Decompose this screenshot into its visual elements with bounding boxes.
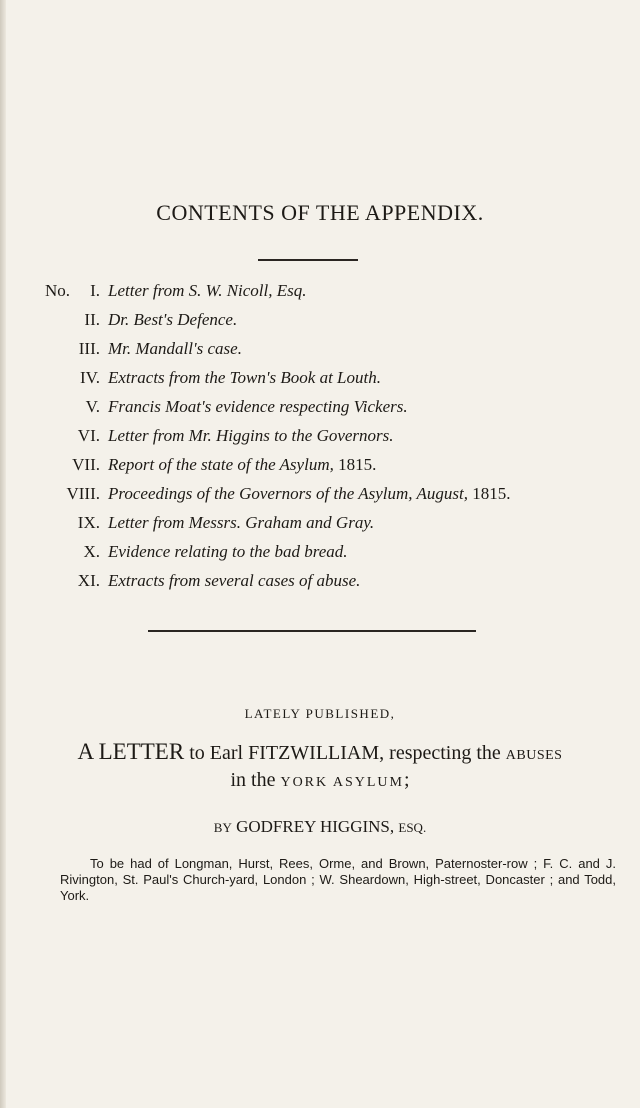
toc-entry	[0, 280, 640, 302]
advert-title	[0, 740, 640, 795]
toc-number: VII.	[72, 455, 100, 474]
advert-title-e: ABUSES	[505, 748, 563, 763]
toc-year: 1815.	[467, 484, 511, 503]
advert-title-line-2	[0, 768, 640, 795]
toc-title: Francis Moat's evidence respecting Vickers.	[108, 397, 408, 416]
toc-number: VI.	[77, 426, 100, 445]
toc-number: VIII.	[66, 484, 100, 503]
toc-entry	[0, 396, 640, 418]
toc-title	[108, 454, 376, 476]
toc-entry	[0, 570, 640, 592]
toc-number: III.	[78, 339, 100, 358]
toc-year: 1815.	[333, 455, 377, 474]
toc-title: Evidence relating to the bad bread.	[108, 542, 348, 561]
toc-title	[108, 483, 510, 505]
toc-prefix: No.	[45, 281, 71, 300]
toc-title: Letter from Mr. Higgins to the Governors.	[108, 426, 394, 445]
toc-number: XI.	[77, 571, 100, 590]
toc-number: V.	[85, 397, 100, 416]
advert-title-g: YORK ASYLUM	[280, 775, 404, 790]
divider-long	[148, 630, 476, 632]
toc-title: Letter from Messrs. Graham and Gray.	[108, 513, 375, 532]
imprint-indent	[60, 856, 90, 871]
toc-title: Dr. Best's Defence.	[108, 310, 238, 329]
page-title: CONTENTS OF THE APPENDIX.	[156, 200, 484, 225]
advert-title-a: A LETTER	[77, 739, 185, 764]
advert-title-h: ;	[403, 769, 410, 791]
toc-number: I.	[90, 281, 100, 300]
toc-title: Extracts from the Town's Book at Louth.	[108, 368, 381, 387]
toc-entry	[0, 309, 640, 331]
advert-title-b: to Earl	[184, 742, 249, 764]
author-line	[0, 817, 640, 837]
imprint-body: To be had of Longman, Hurst, Rees, Orme, and Brown, Paternoster-row ; F. C. and J. Rivington, St. Paul's Church-yard, London ; W. Sheardown, High-street, Doncaster ; and Todd, York.	[60, 856, 616, 903]
toc-number: X.	[83, 542, 100, 561]
toc-title: Mr. Mandall's case.	[108, 339, 242, 358]
toc-title: Letter from S. W. Nicoll, Esq.	[108, 281, 307, 300]
author-name: GODFREY HIGGINS,	[231, 817, 399, 836]
toc-number: II.	[84, 310, 100, 329]
advert-title-d: respecting the	[384, 742, 506, 764]
toc-entry	[0, 425, 640, 447]
toc-entry	[0, 541, 640, 563]
advert-title-f: in the	[230, 769, 281, 791]
toc-title-text: Proceedings of the Governors of the Asylum, August,	[108, 484, 468, 503]
toc-number: IX.	[77, 513, 100, 532]
advert-title-c: FITZWILLIAM,	[248, 742, 385, 764]
toc-entry	[0, 367, 640, 389]
toc-entry	[0, 512, 640, 534]
lately-published-label: LATELY PUBLISHED,	[244, 706, 396, 721]
toc-entry	[0, 483, 640, 505]
divider-short	[258, 259, 358, 261]
toc-entry	[0, 454, 640, 476]
esq-label: ESQ.	[398, 820, 427, 835]
advert-title-line-1	[0, 740, 640, 768]
toc-entry	[0, 338, 640, 360]
imprint-text	[60, 856, 616, 904]
by-label: BY	[213, 820, 232, 835]
toc-title: Extracts from several cases of abuse.	[108, 571, 361, 590]
toc-number: IV.	[80, 368, 100, 387]
toc-title-text: Report of the state of the Asylum,	[108, 455, 334, 474]
